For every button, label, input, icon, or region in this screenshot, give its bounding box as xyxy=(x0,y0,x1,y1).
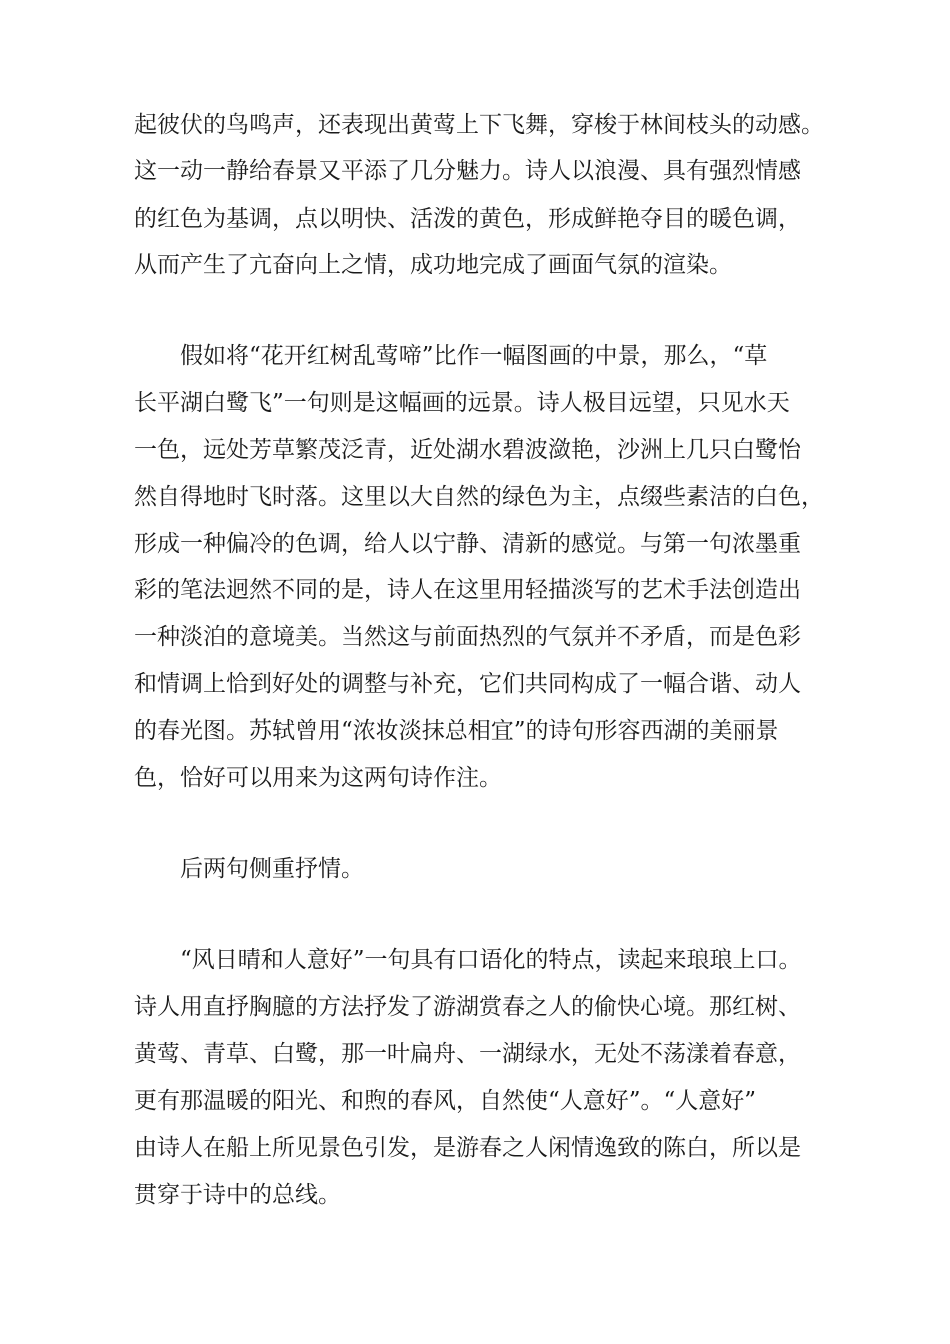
paragraph-4-line-5: 由诗人在船上所见景色引发，是游春之人闲情逸致的陈白，所以是 xyxy=(134,1135,801,1161)
paragraph-3-line-1: 后两句侧重抒情。 xyxy=(180,856,364,882)
paragraph-2-line-2: 长平湖白鹭飞”一句则是这幅画的远景。诗人极目远望，只见水天 xyxy=(134,390,790,416)
paragraph-4-line-2: 诗人用直抒胸臆的方法抒发了游湖赏春之人的偷快心境。那红树、 xyxy=(134,994,801,1020)
paragraph-2-line-1: 假如将“花开红树乱莺啼”比作一幅图画的中景，那么，“草 xyxy=(180,343,768,369)
paragraph-2-line-4: 然自得地时飞时落。这里以大自然的绿色为主，点缀些素洁的白色， xyxy=(134,484,824,510)
paragraph-4-line-4: 更有那温暖的阳光、和煦的春风，自然使“人意好”。“人意好” xyxy=(134,1088,757,1114)
paragraph-2-line-8: 和情调上恰到好处的调整与补充，它们共同构成了一幅合谐、动人 xyxy=(134,671,801,697)
paragraph-1-line-4: 从而产生了亢奋向上之情，成功地完成了画面气氛的渲染。 xyxy=(134,252,732,278)
paragraph-1-line-1: 起彼伏的鸟鸣声，还表现出黄莺上下飞舞，穿梭于林间枝头的动感。 xyxy=(134,112,824,138)
paragraph-2-line-3: 一色，远处芳草繁茂泛青，近处湖水碧波潋艳，沙洲上几只白鹭怡 xyxy=(134,437,801,463)
paragraph-4-line-1: “风日晴和人意好”一句具有口语化的特点，读起来琅琅上口。 xyxy=(180,947,802,973)
paragraph-4-line-6: 贯穿于诗中的总线。 xyxy=(134,1182,341,1208)
paragraph-2-line-9: 的春光图。苏轼曾用“浓妆淡抹总相宜”的诗句形容西湖的美丽景 xyxy=(134,718,779,744)
paragraph-2-line-10: 色，恰好可以用来为这两句诗作注。 xyxy=(134,765,502,791)
paragraph-2-line-7: 一种淡泊的意境美。当然这与前面热烈的气氛并不矛盾，而是色彩 xyxy=(134,624,801,650)
paragraph-1-line-2: 这一动一静给春景又平添了几分魅力。诗人以浪漫、具有强烈情感 xyxy=(134,158,801,184)
paragraph-2-line-6: 彩的笔法迥然不同的是，诗人在这里用轻描淡写的艺术手法创造出 xyxy=(134,577,801,603)
paragraph-2-line-5: 形成一种偏冷的色调，给人以宁静、清新的感觉。与第一句浓墨重 xyxy=(134,531,801,557)
paragraph-1-line-3: 的红色为基调，点以明快、活泼的黄色，形成鲜艳夺目的暖色调， xyxy=(134,206,801,232)
paragraph-4-line-3: 黄莺、青草、白鹭，那一叶扁舟、一湖绿水，无处不荡漾着春意， xyxy=(134,1041,801,1067)
